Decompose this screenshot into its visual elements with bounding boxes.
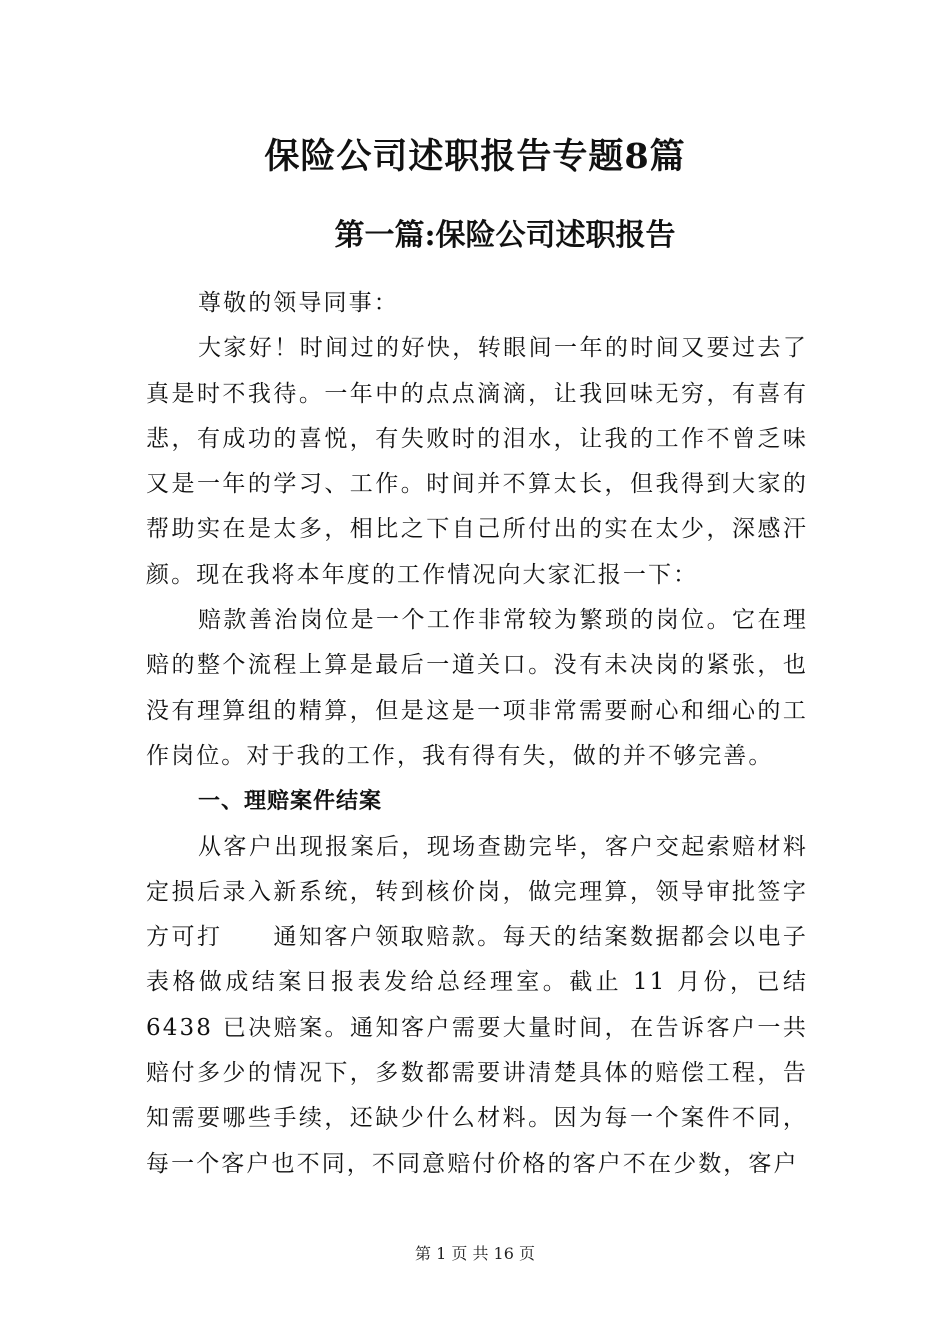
paragraph: 赔款善治岗位是一个工作非常较为繁琐的岗位。它在理赔的整个流程上算是最后一道关口。没有未决岗的紧张，也没有理算组的精算，但是这是一项非常需要耐心和细心的工作岗位。对于我的工作，我有得有失，做的并不够完善。 bbox=[146, 607, 808, 769]
subsection-heading: 一、理赔案件结案 bbox=[198, 789, 383, 815]
paragraph: 大家好！时间过的好快，转眼间一年的时间又要过去了真是时不我待。一年中的点点滴滴，让我回味无穷，有喜有悲，有成功的喜悦，有失败时的泪水，让我的工作不曾乏味又是一年的学习、工作。时间并不算太长，但我得到大家的帮助实在是太多，相比之下自己所付出的实在太少，深感汗颜。现在我将本年度的工作情况向大家汇报一下： bbox=[146, 335, 808, 588]
salutation: 尊敬的领导同事： bbox=[198, 290, 399, 316]
paragraph: 从客户出现报案后，现场查勘完毕，客户交起索赔材料定损后录入新系统，转到核价岗，做完理算，领导审批签字方可打 通知客户领取赔款。每天的结案数据都会以电子表格做成结案日报表发给总经理室。截止 11 月份，已结 6438 已决赔案。通知客户需要大量时间，在告诉客户一共赔付多少的情况下，多数都需要讲清楚具体的赔偿工程，告知需要哪些手续，还缺少什么材料。因为每一个案件不同，每一个客户也不同，不同意赔付价格的客户不在少数，客户 bbox=[146, 833, 808, 1177]
section-title: 第一篇:保险公司述职报告 bbox=[334, 218, 676, 253]
document-title: 保险公司述职报告专题8篇 bbox=[264, 136, 686, 177]
page-number-footer: 第 1 页 共 16 页 bbox=[415, 1244, 535, 1263]
document-body bbox=[146, 281, 808, 1187]
